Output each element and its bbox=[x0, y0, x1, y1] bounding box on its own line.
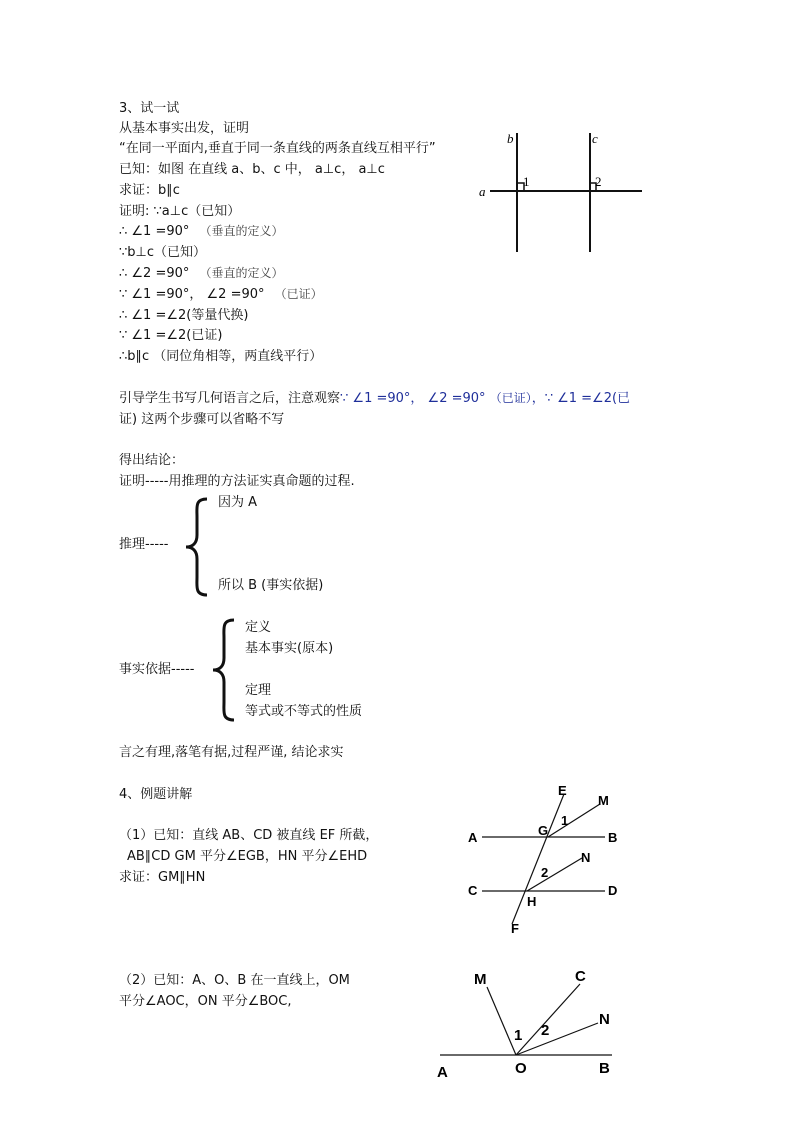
note-line-1 bbox=[119, 390, 630, 407]
bisector-figure bbox=[430, 962, 630, 1082]
label-angle-1: 1 bbox=[561, 813, 569, 828]
label-F: F bbox=[511, 921, 519, 936]
label-angle-2: 2 bbox=[541, 1022, 550, 1039]
proposition: “在同一平面内,垂直于同一条直线的两条直线互相平行” bbox=[119, 141, 436, 156]
example2-conditions: 平分∠AOC，ON 平分∠BOC, bbox=[119, 994, 292, 1009]
example1-conditions: AB∥CD GM 平分∠EGB，HN 平分∠EHD bbox=[127, 849, 368, 864]
note-stmt-1: ∵ ∠1 =90°， ∠2 =90° bbox=[340, 391, 486, 406]
label-C: C bbox=[468, 883, 478, 898]
reasoning-brace bbox=[183, 497, 213, 597]
note-line-2: 证) 这两个步骤可以省略不写 bbox=[119, 412, 285, 427]
proof-step-2-stmt: ∴ ∠1 =90° bbox=[119, 224, 190, 239]
label-C: C bbox=[575, 968, 586, 985]
section4-heading: 4、例题讲解 bbox=[119, 787, 193, 802]
line-EF bbox=[512, 794, 564, 924]
label-G: G bbox=[538, 823, 549, 838]
conclusion-heading: 得出结论： bbox=[119, 453, 185, 468]
basis-axiom: 基本事实(原本) bbox=[245, 641, 334, 656]
label-b: b bbox=[507, 131, 514, 146]
label-angle-2: 2 bbox=[541, 865, 549, 880]
label-angle-2: 2 bbox=[595, 174, 602, 189]
basis-definition: 定义 bbox=[245, 620, 272, 635]
ray-HN bbox=[527, 858, 582, 891]
parallel-lines-figure bbox=[470, 125, 650, 255]
label-D: D bbox=[608, 883, 618, 898]
label-A: A bbox=[437, 1064, 448, 1081]
ray-OM bbox=[487, 987, 516, 1055]
example1-given: （1）已知：直线 AB、CD 被直线 EF 所截， bbox=[119, 828, 379, 843]
motto: 言之有理,落笔有据,过程严谨, 结论求实 bbox=[119, 745, 344, 760]
proof-definition: 证明-----用推理的方法证实真命题的过程. bbox=[119, 474, 355, 489]
label-M: M bbox=[598, 793, 609, 808]
proof-step-5-reason: （已证） bbox=[274, 287, 323, 301]
label-H: H bbox=[527, 894, 537, 909]
ray-ON bbox=[516, 1023, 598, 1055]
proof-step-4-stmt: ∴ ∠2 =90° bbox=[119, 266, 190, 281]
basis-theorem: 定理 bbox=[245, 683, 272, 698]
transversal-figure bbox=[460, 780, 640, 940]
label-M: M bbox=[474, 971, 487, 988]
example1-prove: 求证：GM∥HN bbox=[119, 870, 206, 885]
proof-step-5 bbox=[119, 286, 323, 303]
example2-given: （2）已知：A、O、B 在一直线上，OM bbox=[119, 973, 350, 988]
reasoning-because: 因为 A bbox=[218, 495, 258, 510]
reasoning-therefore: 所以 B (事实依据) bbox=[218, 578, 324, 593]
basis-label: 事实依据----- bbox=[119, 662, 195, 677]
basis-brace bbox=[210, 618, 240, 722]
proof-step-6: ∴ ∠1 =∠2(等量代换) bbox=[119, 308, 249, 323]
proof-step-2-reason: （垂直的定义） bbox=[199, 224, 284, 238]
note-reason: （已证） bbox=[489, 391, 532, 405]
ray-GM bbox=[548, 804, 600, 837]
proof-step-1: 证明: ∵a⊥c（已知） bbox=[119, 204, 241, 219]
prove-line: 求证：b∥c bbox=[119, 183, 180, 198]
given-line: 已知：如图 在直线 a、b、c 中， a⊥c， a⊥c bbox=[119, 162, 385, 177]
basis-properties: 等式或不等式的性质 bbox=[245, 704, 363, 719]
label-B: B bbox=[608, 830, 618, 845]
proof-step-3: ∵b⊥c（已知） bbox=[119, 245, 206, 260]
label-angle-1: 1 bbox=[514, 1027, 523, 1044]
proof-step-7: ∵ ∠1 =∠2(已证) bbox=[119, 328, 223, 343]
ray-OC bbox=[516, 984, 580, 1055]
label-A: A bbox=[468, 830, 478, 845]
proof-intro: 从基本事实出发，证明 bbox=[119, 121, 250, 136]
proof-step-4 bbox=[119, 265, 284, 282]
label-B: B bbox=[599, 1060, 610, 1077]
label-angle-1: 1 bbox=[523, 174, 530, 189]
label-N: N bbox=[581, 850, 591, 865]
label-a: a bbox=[479, 184, 486, 199]
reasoning-label: 推理----- bbox=[119, 537, 169, 552]
label-N: N bbox=[599, 1011, 610, 1028]
proof-step-8: ∴b∥c （同位角相等，两直线平行） bbox=[119, 349, 323, 364]
section3-heading: 3、试一试 bbox=[119, 101, 180, 116]
proof-step-5-stmt: ∵ ∠1 =90°， ∠2 =90° bbox=[119, 287, 265, 302]
proof-step-4-reason: （垂直的定义） bbox=[199, 266, 284, 280]
note-stmt-2: ，∵ ∠1 =∠2(已 bbox=[531, 391, 631, 406]
label-E: E bbox=[558, 783, 567, 798]
proof-step-2 bbox=[119, 223, 284, 240]
label-c: c bbox=[592, 131, 598, 146]
note-text: 引导学生书写几何语言之后，注意观察 bbox=[119, 391, 341, 406]
label-O: O bbox=[515, 1060, 527, 1077]
